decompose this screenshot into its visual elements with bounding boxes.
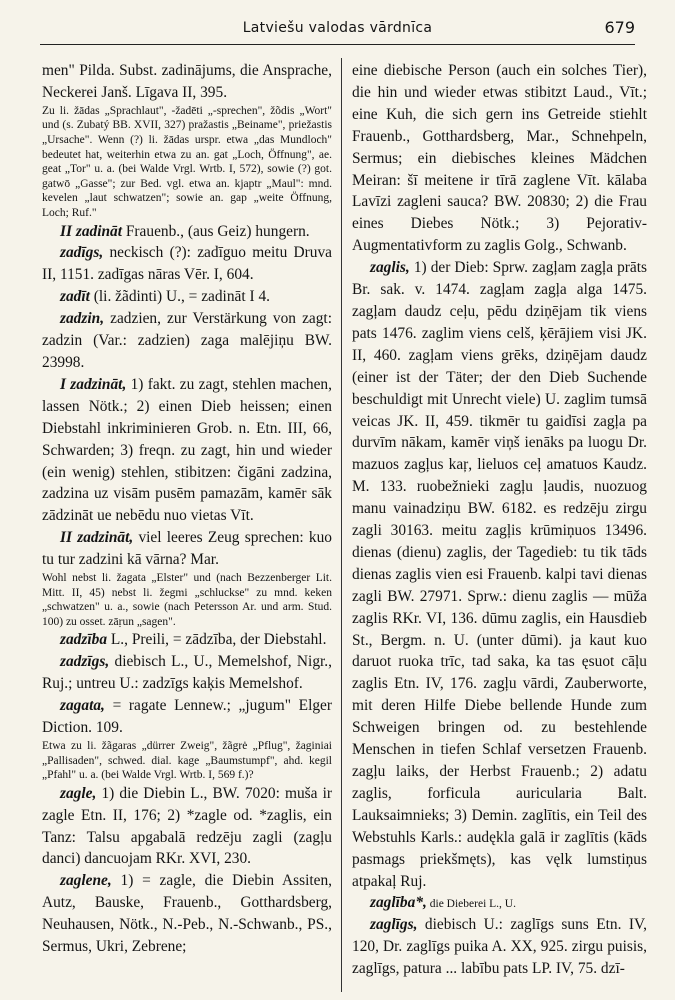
- dictionary-entry: [42, 374, 332, 527]
- entry-text: L., Preili, = zādzība, der Diebstahl.: [107, 631, 327, 649]
- dictionary-entry: [42, 286, 332, 308]
- entry-text: 1) die Diebin L., BW. 7020: muša ir zagle Etn. II, 176; 2) *zagle od. *zaglis, ein Tanz: Talsu apgabalā redzēju zagli (zagļu danci) dancuojam RKr. XVI, 230.: [42, 784, 332, 868]
- dictionary-entry: [352, 914, 647, 980]
- dictionary-entry: [42, 870, 332, 958]
- headword: zagata,: [60, 697, 105, 715]
- entry-text: eine diebische Person (auch ein solches Tier), die hin und wieder etwas stibitzt Laud., Vīt.; eine Kuh, die sich gern ins Getreide stiehlt Frauenb., Gotthardsberg, Mar., Schnehpeln, Sermus; ein diebisches kleines Mädchen Meiran: šī meitene ir tīrā zaglene Vīt. kālaba Lavīzi zagleni sauca? BW. 20830; 2) die Frau eines Diebes Nötk.; 3) Pejorativ-Augmentativform zu zaglis Golg., Schwanb.: [352, 62, 647, 255]
- entry-text: (li. žãdinti) U., = zadināt I 4.: [89, 288, 270, 306]
- entry-text: die Dieberei L., U.: [426, 898, 516, 911]
- etymology-note: [42, 571, 332, 629]
- etymology-text: Etwa zu li. žãgaras „dürrer Zweig", žãgrė „Pflug", žaginiai „Pallisaden", schwed. dial. kage „Baumstumpf", ahd. kegil „Pfahl" u. a. (bei Walde Vrgl. Wrtb. I, 569 f.)?: [42, 739, 332, 782]
- headword: zadīgs,: [60, 244, 104, 262]
- right-column: [352, 60, 647, 990]
- headword: zadīt: [60, 288, 90, 306]
- headword: zadzin,: [60, 310, 105, 328]
- entry-text: zadzien, zur Verstärkung von zagt: zadzin (Var.: zadzien) zaga malējiņu BW. 23998.: [42, 310, 332, 371]
- page-number: 679: [604, 18, 635, 37]
- entry-text: diebisch L., U., Memelshof, Nigr., Ruj.; untreu U.: zadzīgs kaķis Memelshof.: [42, 653, 332, 693]
- etymology-text: Zu li. žādas „Sprachlaut", -žadēti „-sprechen", žõdis „Wort" und (s. Zubatý BB. XVII, 327) pražastis „Beiname", priežastis „Ursache". Wenn (?) li. žādas urspr. etwa „das Mundloch" bedeutet hat, weiterhin etwa zu an. gat „Loch, Öffnung", ae. geat „Tor" u. a. (bei Walde Vrgl. Wrtb. I, 572), sowie (?) got. gatwō „Gasse"; zur Bed. vgl. etwa an. kjaptr „Maul": mnd. kevelen „laut schwatzen"; sowie an. gap „weite Öffnung, Loch; Ruf.": [42, 104, 332, 219]
- headword: zaglis,: [370, 259, 410, 277]
- dictionary-entry: [42, 783, 332, 871]
- entry-text: viel leeres Zeug sprechen: kuo tu tur zadzini kā vārna? Mar.: [42, 529, 332, 569]
- entry-text: diebisch U.: zaglīgs suns Etn. IV, 120, Dr. zaglīgs puika A. XX, 925. zirgu puisis, zaglīgs, patura ... labību pats LP. IV, 75. dzī-: [352, 916, 647, 978]
- dictionary-entry: [42, 651, 332, 695]
- dictionary-entry: [42, 308, 332, 374]
- headword: zadzīgs,: [60, 653, 110, 671]
- headword: II zadzināt,: [60, 529, 134, 547]
- entry-text: = ragate Lennew.; „jugum" Elger Diction. 109.: [42, 697, 332, 737]
- page-header: [40, 10, 635, 45]
- etymology-note: [42, 739, 332, 783]
- dictionary-entry: [352, 257, 647, 892]
- dictionary-entry: [42, 629, 332, 651]
- dictionary-entry: [42, 221, 332, 243]
- entry-text: 1) = zagle, die Diebin Assiten, Autz, Bauske, Frauenb., Gotthardsberg, Neuhausen, Nötk., N.-Peb., N.-Schwanb., PS., Sermus, Ukri, Zebrene;: [42, 872, 332, 956]
- dictionary-entry: [352, 892, 647, 914]
- headword: II zadināt: [60, 222, 123, 240]
- headword: zadzība: [60, 631, 108, 649]
- headword: I zadzināt,: [60, 375, 127, 393]
- dictionary-entry: [42, 695, 332, 739]
- headword: zaglene,: [60, 872, 112, 890]
- headword: zaglība*,: [370, 894, 427, 912]
- entry-text: 1) fakt. zu zagt, stehlen machen, lassen Nötk.; 2) einen Dieb heissen; einen Diebstahl inkriminieren Grob. n. Etn. III, 66, Schwarden; 3) freqn. zu zagt, hin und wieder (ein wenig) stehlen, stibitzen: čigāni zadzina, zadzina uz visām pusēm pamazām, kamēr sāk zādzināt ue nebēdu nuo vietas Vīt.: [42, 375, 332, 525]
- dictionary-entry: [42, 527, 332, 571]
- dictionary-entry: [42, 242, 332, 286]
- etymology-text: Wohl nebst li. žagata „Elster" und (nach Bezzenberger Lit. Mitt. II, 45) nebst li. žegmi „schluckse" zu mnd. keken „schwatzen" u. a., sowie (nach Petersson Ar. und arm. Stud. 100) zu osset. zāṛun „sagen".: [42, 572, 332, 628]
- entry-text: men" Pilda. Subst. zadinājums, die Ansprache, Neckerei Janš. Līgava II, 395.: [42, 62, 332, 101]
- entry-text: 1) der Dieb: Sprw. zagļam zagļa prāts Br. sak. v. 1474. zagļam zagļa alga 1475. zagļam daudz ceļu, pēdu dziņējam tik viens pats 1476. zaglim viens celš, ķērājiem visi JK. II, 460. zagļam viens grēks, dziņējam daudz (einer ist der Täter; der den Dieb Suchende beschuldigt mit Unrecht viele) U. zaglim tumsā veicas JK. II, 459. tikmēr tu gaidīsi zagļa pa durvīm nākam, kamēr viņš ienāks pa luogu Dr. mazuos zagļus kaŗ, lieluos ceļ amatuos Kaudz. M. 133. ruobežnieki zagļu ļaudis, nuozuog manu vainadziņu BW. 6182. es redzēju zirgu zagli 30163. meitu zagļis krūmiņuos 13496. dienas (dienu) zaglis, der Tagedieb: tu tik tāds dienas zaglis vien esi Frauenb. kalpi tavi dienas zagli BW. 27971. Sprw.: dienu zaglis — mūža zaglis RKr. VI, 136. dūmu zaglis, ein Hausdieb St., Bergm. n. U. (unter dūmi). ja kaut kuo daruot ruoka trīc, tad saka, ka tas ęsuot cāļu zaglis Etn. IV, 176. zagļu vārdi, Zauberworte, mit deren Hilfe Diebe bellende Hunde zum Schweigen bringen od. zu bestehlende Menschen in tiefen Schlaf versetzen Frauenb. zagļu laiks, der Herbst Frauenb.; 2) adatu zaglis, forficula auricularia Balt. Lauksaimnieks; 3) Demin. zaglītis, ein Teil des Webstuhls Karls.: audękla galā ir zaglītis (kāds pasmags priekšmęts), kas vęlk lumstiņus atpakaļ Ruj.: [352, 259, 647, 890]
- etymology-note: [42, 104, 332, 221]
- left-column: [42, 60, 332, 990]
- entry-text: neckisch (?): zadīguo meitu Druva II, 1151. zadīgas nāras Vēr. I, 604.: [42, 244, 332, 284]
- headword: zagle,: [60, 784, 97, 802]
- column-divider: [341, 58, 342, 992]
- headword: zaglīgs,: [370, 916, 418, 934]
- entry-text: Frauenb., (aus Geiz) hungern.: [122, 222, 310, 240]
- page-title: Latviešu valodas vārdnīca: [242, 20, 433, 36]
- entry-continuation: [352, 60, 647, 257]
- entry-continuation: [42, 60, 332, 104]
